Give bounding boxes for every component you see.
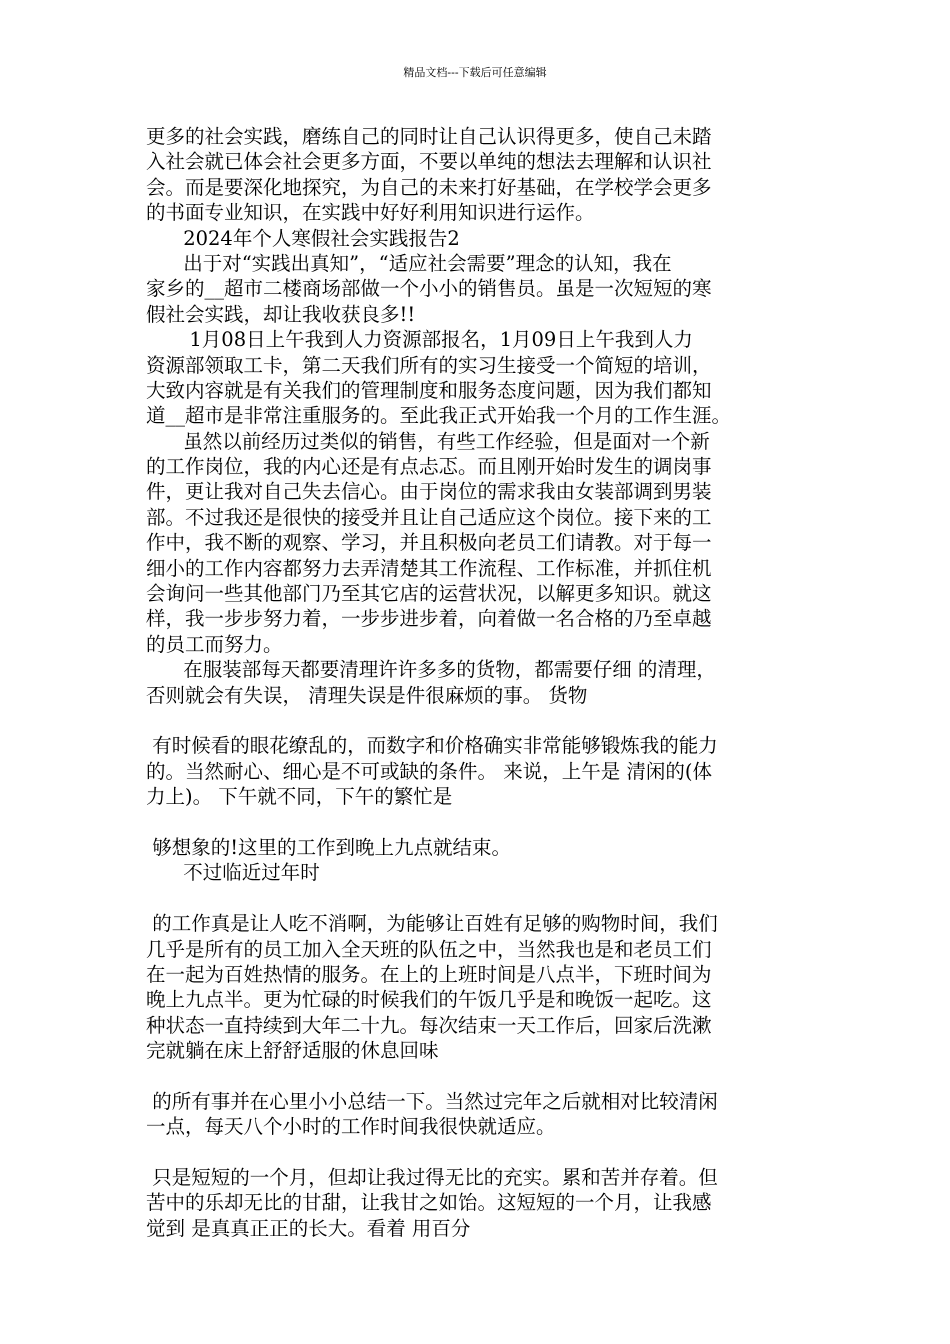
text-line: 1月08日上午我到人力资源部报名，1月09日上午我到人力: [146, 328, 693, 352]
text-line: 在服装部每天都要清理许许多多的货物，都需要仔细 的清理，: [146, 658, 716, 682]
page-header: 精品文档---下载后可任意编辑: [403, 66, 547, 79]
text-line: 的。当然耐心、细心是不可或缺的条件。 来说，上午是 清闲的(体: [146, 759, 713, 783]
text-line: 部。不过我还是很快的接受并且让自己适应这个岗位。接下来的工: [146, 505, 712, 529]
text-line: 2024年个人寒假社会实践报告2: [146, 226, 460, 250]
text-line: 的工作真是让人吃不消啊，为能够让百姓有足够的购物时间，我们: [146, 912, 718, 936]
blank-line: [146, 1063, 816, 1088]
text-line: 觉到 是真真正正的长大。看着 用百分: [146, 1216, 471, 1240]
text-line: 道__超市是非常注重服务的。至此我正式开始我一个月的工作生涯。: [146, 404, 732, 428]
text-line: 作中，我不断的观察、学习，并且积极向老员工们请教。对于每一: [146, 531, 712, 555]
text-line: 出于对“实践出真知”，“适应社会需要”理念的认知，我在: [146, 251, 672, 275]
text-line: 种状态一直持续到大年二十九。每次结束一天工作后，回家后洗漱: [146, 1013, 712, 1037]
text-line: 够想象的!这里的工作到晚上九点就结束。: [146, 835, 512, 859]
blank-line: [146, 708, 816, 733]
text-line: 更多的社会实践，磨练自己的同时让自己认识得更多，使自己未踏: [146, 125, 712, 148]
text-line: 的所有事并在心里小小总结一下。当然过完年之后就相对比较清闲: [146, 1089, 718, 1113]
text-line: 的工作岗位，我的内心还是有点忐忑。而且刚开始时发生的调岗事: [146, 455, 712, 479]
text-line: 几乎是所有的员工加入全天班的队伍之中，当然我也是和老员工们: [146, 937, 712, 961]
text-line: 样，我一步步努力着，一步步进步着，向着做一名合格的乃至卓越: [146, 607, 712, 631]
text-line: 入社会就已体会社会更多方面，不要以单纯的想法去理解和认识社: [146, 150, 712, 174]
text-line: 一点，每天八个小时的工作时间我很快就适应。: [146, 1115, 556, 1139]
blank-line: [146, 1140, 816, 1165]
text-line: 件，更让我对自己失去信心。由于岗位的需求我由女装部调到男装: [146, 480, 712, 504]
text-line: 的员工而努力。: [146, 632, 283, 656]
text-line: 完就躺在床上舒舒适服的休息回味: [146, 1039, 439, 1063]
text-line: 细小的工作内容都努力去弄清楚其工作流程、工作标准，并抓住机: [146, 556, 712, 580]
text-line: 苦中的乐却无比的甘甜，让我甘之如饴。这短短的一个月，让我感: [146, 1191, 712, 1215]
text-line: 在一起为百姓热情的服务。在上的上班时间是八点半，下班时间为: [146, 962, 712, 986]
text-line: 的书面专业知识，在实践中好好利用知识进行运作。: [146, 201, 595, 225]
document-body: [146, 124, 816, 1241]
text-line: 晚上九点半。更为忙碌的时候我们的午饭几乎是和晚饭一起吃。这: [146, 988, 712, 1012]
text-line: 力上)。 下午就不同，下午的繁忙是: [146, 785, 453, 809]
text-line: 只是短短的一个月，但却让我过得无比的充实。累和苦并存着。但: [146, 1166, 718, 1190]
text-line: 大致内容就是有关我们的管理制度和服务态度问题，因为我们都知: [146, 378, 712, 402]
text-line: 虽然以前经历过类似的销售，有些工作经验，但是面对一个新: [146, 429, 710, 453]
text-line: 假社会实践，却让我收获良多!!: [146, 302, 416, 326]
text-line: 不过临近过年时: [146, 861, 320, 885]
blank-line: [146, 810, 816, 835]
text-line: 家乡的__超市二楼商场部做一个小小的销售员。虽是一次短短的寒: [146, 277, 712, 301]
text-line: 会。而是要深化地探究，为自己的未来打好基础，在学校学会更多: [146, 175, 712, 199]
text-line: 资源部领取工卡，第二天我们所有的实习生接受一个简短的培训，: [146, 353, 712, 377]
text-line: 有时候看的眼花缭乱的，而数字和价格确实非常能够锻炼我的能力: [146, 734, 718, 758]
text-line: 会询问一些其他部门乃至其它店的运营状况，以解更多知识。就这: [146, 582, 712, 606]
text-line: 否则就会有失误， 清理失误是件很麻烦的事。 货物: [146, 683, 588, 707]
blank-line: [146, 886, 816, 911]
